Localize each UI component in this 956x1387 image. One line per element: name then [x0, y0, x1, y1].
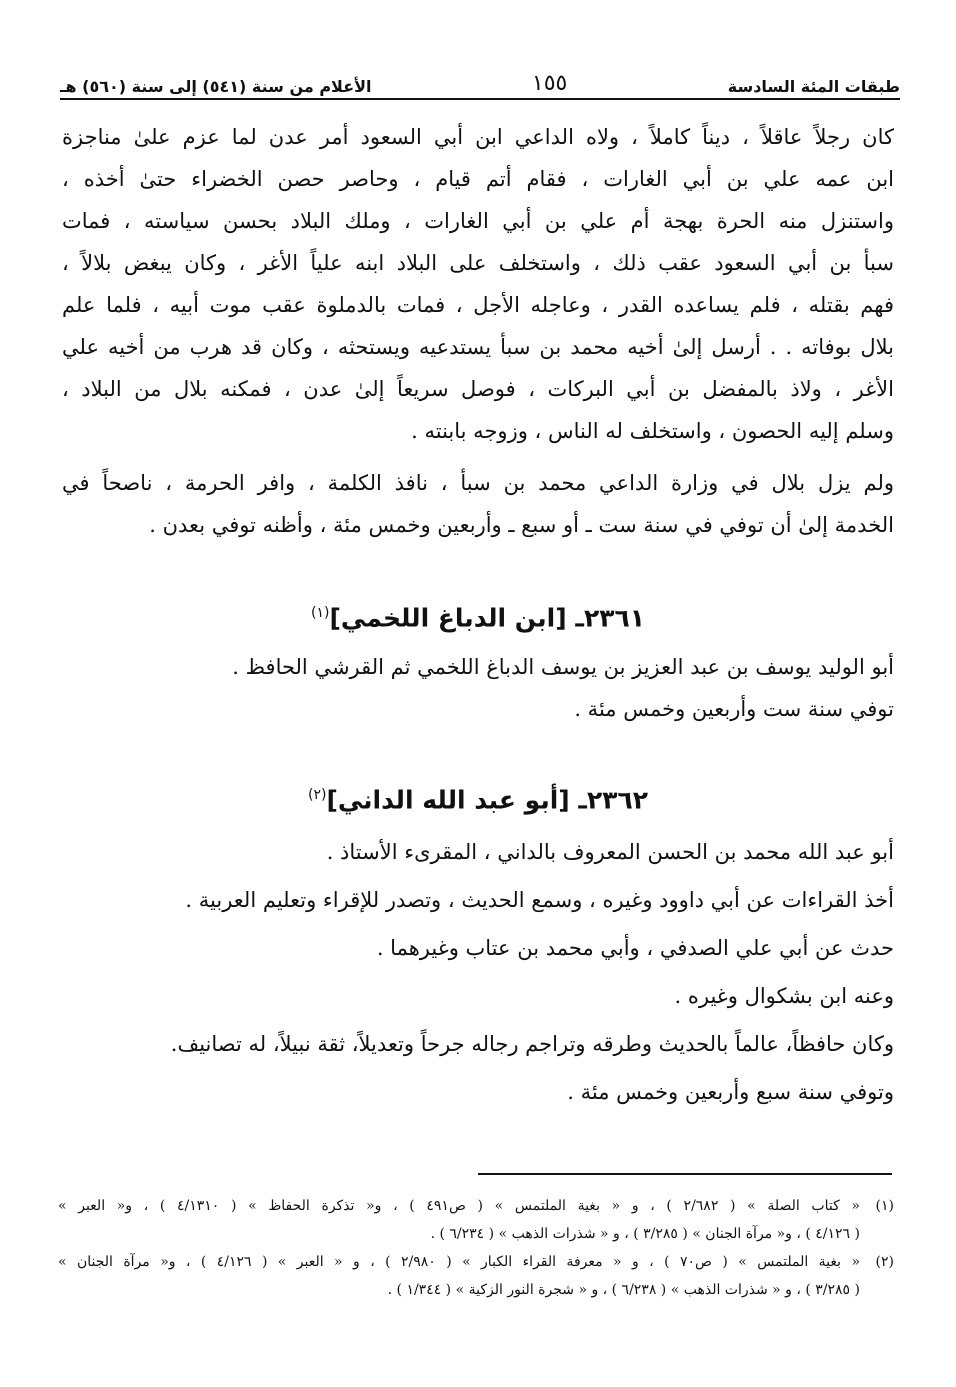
- running-header: [60, 62, 900, 96]
- footnote-ref: (٢): [307, 787, 327, 803]
- footnote-number: (١): [875, 1198, 894, 1214]
- text-line: بلال بوفاته . . أرسل إلىٰ أخيه محمد بن سبأ يستدعيه ويستحثه ، وكان قد هرب من أخيه علي: [62, 335, 894, 359]
- footnotes: [58, 1192, 894, 1304]
- text-line: وكان حافظاً، عالماً بالحديث وطرقه وتراجم رجاله جرحاً وتعديلاً، ثقة نبيلاً، له تصانيف.: [170, 1032, 894, 1056]
- page-number: ١٥٥: [531, 71, 568, 96]
- footnote-line: ( ٣/٢٨٥ ) ، و « شذرات الذهب » ( ٦/٢٣٨ ) ، و « شجرة النور الزكية » ( ١/٣٤٤ ) .: [387, 1282, 860, 1298]
- text-line: وسلم إليه الحصون ، واستخلف له الناس ، وزوجه بابنته .: [411, 419, 894, 443]
- footnote-1: [58, 1192, 894, 1248]
- text-line: أبو الوليد يوسف بن عبد العزيز بن يوسف الدباغ اللخمي ثم القرشي الحافظ .: [232, 655, 894, 679]
- footnote-line: « كتاب الصلة » ( ٢/٦٨٢ ) ، و « بغية الملتمس » ( ص٤٩١ ) ، و« تذكرة الحفاظ » ( ٤/١٣١٠ ) ، و« العبر »: [58, 1198, 860, 1214]
- text-line: أبو عبد الله محمد بن الحسن المعروف بالداني ، المقرىء الأستاذ .: [326, 840, 894, 864]
- entry-heading-2362: [62, 762, 894, 828]
- text-line: وعنه ابن بشكوال وغيره .: [674, 984, 894, 1008]
- main-text: [62, 116, 894, 1116]
- entry-heading-text: ٢٣٦٢ـ [أبو عبد الله الداني]: [326, 785, 649, 815]
- entry-2362-body: [62, 828, 894, 1116]
- footnote-number: (٢): [875, 1254, 894, 1270]
- footnote-line: ( ٤/١٢٦ ) ، و« مرآة الجنان » ( ٣/٢٨٥ ) ، و « شذرات الذهب » ( ٦/٢٣٤ ) .: [430, 1226, 860, 1242]
- paragraph-1: [62, 116, 894, 452]
- text-line: توفي سنة ست وأربعين وخمس مئة .: [574, 697, 894, 721]
- text-line: فهم بقتله ، فلم يساعده القدر ، وعاجله الأجل ، فمات بالدملوة عقب موت أبيه ، فلما علم: [62, 293, 894, 317]
- text-line: حدث عن أبي علي الصدفي ، وأبي محمد بن عتاب وغيرهما .: [376, 936, 894, 960]
- entry-heading-2361: [62, 580, 894, 646]
- footnote-divider: [478, 1173, 892, 1175]
- paragraph-2: [62, 462, 894, 546]
- footnote-ref: (١): [311, 605, 330, 621]
- text-line: واستنزل منه الحرة بهجة أم علي بن أبي الغارات ، وملك البلاد بحسن سياسته ، فمات: [62, 209, 894, 233]
- header-year-range: الأعلام من سنة (٥٤١) إلى سنة (٥٦٠) هـ: [60, 77, 372, 96]
- text-line: الأغر ، ولاذ بالمفضل بن أبي البركات ، فوصل سريعاً إلىٰ عدن ، فمكنه بلال من البلاد ،: [62, 377, 894, 401]
- text-line: ابن عمه علي بن أبي الغارات ، فقام أتم قيام ، وحاصر حصن الخضراء حتىٰ أخذه ،: [62, 167, 894, 191]
- text-line: سبأ بن أبي السعود عقب ذلك ، واستخلف على البلاد ابنه علياً الأغر ، وكان يبغض بلالاً ،: [62, 251, 894, 275]
- text-line: كان رجلاً عاقلاً ، ديناً كاملاً ، ولاه الداعي ابن أبي السعود أمر عدن لما عزم علىٰ مناجزة: [62, 125, 894, 149]
- text-line: ولم يزل بلال في وزارة الداعي محمد بن سبأ ، نافذ الكلمة ، وافر الحرمة ، ناصحاً في: [62, 471, 894, 495]
- footnote-2: [58, 1248, 894, 1304]
- text-line: أخذ القراءات عن أبي داوود وغيره ، وسمع الحديث ، وتصدر للإقراء وتعليم العربية .: [185, 888, 894, 912]
- entry-heading-text: ٢٣٦١ـ [ابن الدباغ اللخمي]: [329, 603, 645, 633]
- text-line: الخدمة إلىٰ أن توفي في سنة ست ـ أو سبع ـ وأربعين وخمس مئة ، وأظنه توفي بعدن .: [149, 513, 894, 537]
- header-section-title: طبقات المئة السادسة: [727, 77, 900, 96]
- entry-2361-body: [62, 646, 894, 730]
- footnote-line: « بغية الملتمس » ( ص٧٠ ) ، و « معرفة القراء الكبار » ( ٢/٩٨٠ ) ، و « العبر » ( ٤/١٢٦ ) ، و« مرآة الجنان »: [58, 1254, 860, 1270]
- text-line: وتوفي سنة سبع وأربعين وخمس مئة .: [567, 1080, 894, 1104]
- header-divider: [60, 98, 900, 100]
